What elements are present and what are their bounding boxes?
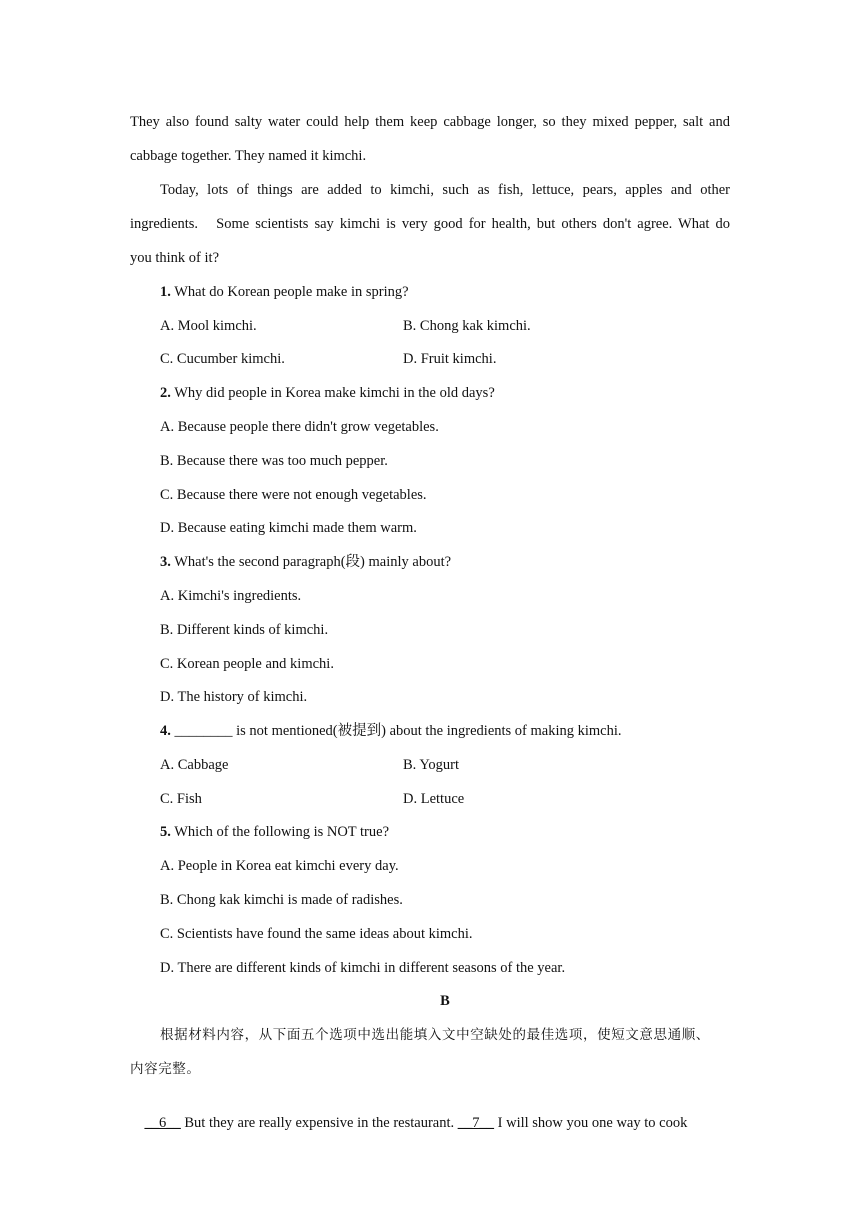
question-number: 3. — [160, 554, 171, 570]
passage-line: They also found salty water could help them keep cabbage longer, so they mixed pepper, salt and — [130, 114, 730, 130]
option-5c[interactable]: C. Scientists have found the same ideas about kimchi. — [160, 926, 473, 942]
question-5 — [160, 822, 389, 842]
blank-7[interactable]: __7__ — [457, 1115, 495, 1131]
question-3 — [160, 552, 451, 572]
passage-line: you think of it? — [130, 250, 220, 266]
option-4c[interactable]: C. Fish — [160, 791, 202, 807]
cloze-line — [130, 1093, 730, 1153]
option-1d[interactable]: D. Fruit kimchi. — [403, 351, 497, 367]
option-3b[interactable]: B. Different kinds of kimchi. — [160, 622, 329, 638]
question-stem: Why did people in Korea make kimchi in the old days? — [170, 385, 495, 401]
question-number: 2. — [160, 385, 171, 401]
question-stem: What's the second paragraph(段) mainly about? — [170, 554, 452, 570]
section-heading: B — [440, 993, 450, 1009]
option-5a[interactable]: A. People in Korea eat kimchi every day. — [160, 858, 399, 874]
option-3a[interactable]: A. Kimchi's ingredients. — [160, 588, 302, 604]
option-5b[interactable]: B. Chong kak kimchi is made of radishes. — [160, 892, 403, 908]
question-stem: ________ is not mentioned(被提到) about the ingredients of making kimchi. — [170, 723, 622, 739]
question-number: 4. — [160, 723, 171, 739]
option-1c[interactable]: C. Cucumber kimchi. — [160, 351, 285, 367]
option-4a[interactable]: A. Cabbage — [160, 757, 229, 773]
option-1a[interactable]: A. Mool kimchi. — [160, 318, 257, 334]
cloze-text: I will show you one way to cook — [494, 1115, 688, 1131]
option-3c[interactable]: C. Korean people and kimchi. — [160, 656, 334, 672]
option-2d[interactable]: D. Because eating kimchi made them warm. — [160, 520, 417, 536]
cloze-text: But they are really expensive in the restaurant. — [180, 1115, 458, 1131]
question-4 — [160, 721, 622, 741]
passage-line: ingredients. Some scientists say kimchi is very good for health, but others don't agree. What do — [130, 216, 730, 232]
question-number: 1. — [160, 284, 171, 300]
option-2a[interactable]: A. Because people there didn't grow vegetables. — [160, 419, 439, 435]
section-instruction: 根据材料内容，从下面五个选项中选出能填入文中空缺处的最佳选项，使短文意思通顺、 — [160, 1027, 710, 1043]
question-1 — [160, 282, 409, 302]
option-4b[interactable]: B. Yogurt — [403, 757, 460, 773]
question-stem: What do Korean people make in spring? — [170, 284, 409, 300]
option-5d[interactable]: D. There are different kinds of kimchi in different seasons of the year. — [160, 960, 566, 976]
option-1b[interactable]: B. Chong kak kimchi. — [403, 318, 531, 334]
question-number: 5. — [160, 824, 171, 840]
option-2b[interactable]: B. Because there was too much pepper. — [160, 453, 388, 469]
section-instruction: 内容完整。 — [130, 1061, 201, 1077]
question-stem: Which of the following is NOT true? — [170, 824, 390, 840]
option-3d[interactable]: D. The history of kimchi. — [160, 689, 308, 705]
blank-6[interactable]: __6__ — [144, 1115, 181, 1131]
option-2c[interactable]: C. Because there were not enough vegetables. — [160, 487, 427, 503]
passage-line: cabbage together. They named it kimchi. — [130, 148, 367, 164]
passage-line: Today, lots of things are added to kimchi, such as fish, lettuce, pears, apples and other — [160, 182, 730, 198]
option-4d[interactable]: D. Lettuce — [403, 791, 465, 807]
question-2 — [160, 383, 495, 403]
